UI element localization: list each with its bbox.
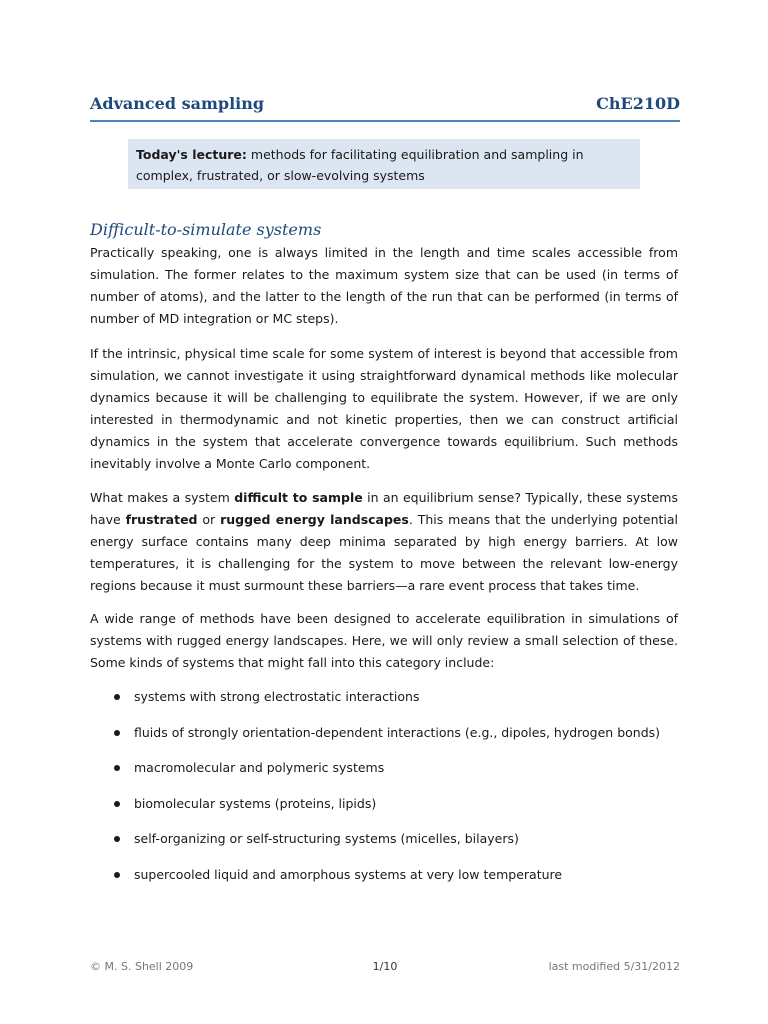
list-item <box>110 864 670 900</box>
list-item <box>110 793 670 829</box>
bullet-icon <box>114 730 120 736</box>
p3-text-g: . This means that the underlying potential energy surface contains many deep minima separated by high energy barriers. At low temperatures, it is challenging for the system to move between the relevant low-energy regions because it must surmount these barriers—a rare event process that takes time. <box>90 512 678 593</box>
callout-text: methods for facilitating equilibration and sampling in complex, frustrated, or slow-evolving systems <box>136 147 584 183</box>
paragraph-1: Practically speaking, one is always limited in the length and time scales accessible from simulation. The former relates to the maximum system size that can be used (in terms of number of atoms), and the latter to the length of the run that can be performed (in terms of number of MD integration or MC steps). <box>90 245 678 326</box>
copyright-notice: © M. S. Shell 2009 <box>90 960 194 973</box>
list-item-text: biomolecular systems (proteins, lipids) <box>134 795 377 811</box>
list-item-text: supercooled liquid and amorphous systems at very low temperature <box>134 866 563 882</box>
list-item <box>110 686 670 722</box>
page-header <box>90 92 680 122</box>
list-item-text: fluids of strongly orientation-dependent interactions (e.g., dipoles, hydrogen bonds) <box>134 724 661 740</box>
p3-bold-difficult: difficult to sample <box>234 490 363 505</box>
paragraph-2: If the intrinsic, physical time scale for some system of interest is beyond that accessible from simulation, we cannot investigate it using straightforward dynamical methods like molecular dynamics because it will be challenging to equilibrate the system. However, if we are only interested in thermodynamic and not kinetic properties, then we can construct artificial dynamics in the system that accelerate convergence towards equilibrium. Such methods inevitably involve a Monte Carlo component. <box>90 346 678 471</box>
list-item <box>110 757 670 793</box>
lecture-summary-box <box>128 139 640 189</box>
bullet-icon <box>114 836 120 842</box>
list-item <box>110 722 670 758</box>
page-number: 1/10 <box>372 960 398 973</box>
list-item-text: macromolecular and polymeric systems <box>134 760 385 775</box>
bullet-icon <box>114 801 120 807</box>
paragraph-3 <box>90 487 678 597</box>
p3-text-a: What makes a system <box>90 490 235 505</box>
p3-bold-rugged: rugged energy landscapes <box>220 512 409 527</box>
p3-text-c: in an equilibrium sense? Typically, these systems have <box>90 490 678 527</box>
callout-label: Today's lecture: <box>136 147 247 162</box>
list-item <box>110 828 670 864</box>
list-item-text: self-organizing or self-structuring systems (micelles, bilayers) <box>134 831 519 846</box>
bullet-icon <box>114 694 120 700</box>
paragraph-4: A wide range of methods have been designed to accelerate equilibration in simulations of systems with rugged energy landscapes. Here, we will only review a small selection of these. Some kinds of systems that might fall into this category include: <box>90 611 678 670</box>
list-item-text: systems with strong electrostatic interactions <box>134 689 420 704</box>
p3-text-e: or <box>197 512 221 527</box>
bullet-icon <box>114 765 120 771</box>
system-types-list <box>110 686 670 899</box>
last-modified-date: last modified 5/31/2012 <box>548 960 680 973</box>
course-code: ChE210D <box>596 94 680 113</box>
document-title: Advanced sampling <box>90 94 265 113</box>
bullet-icon <box>114 872 120 878</box>
section-heading: Difficult-to-simulate systems <box>90 220 322 239</box>
page-footer <box>90 960 680 978</box>
p3-bold-frustrated: frustrated <box>125 512 198 527</box>
